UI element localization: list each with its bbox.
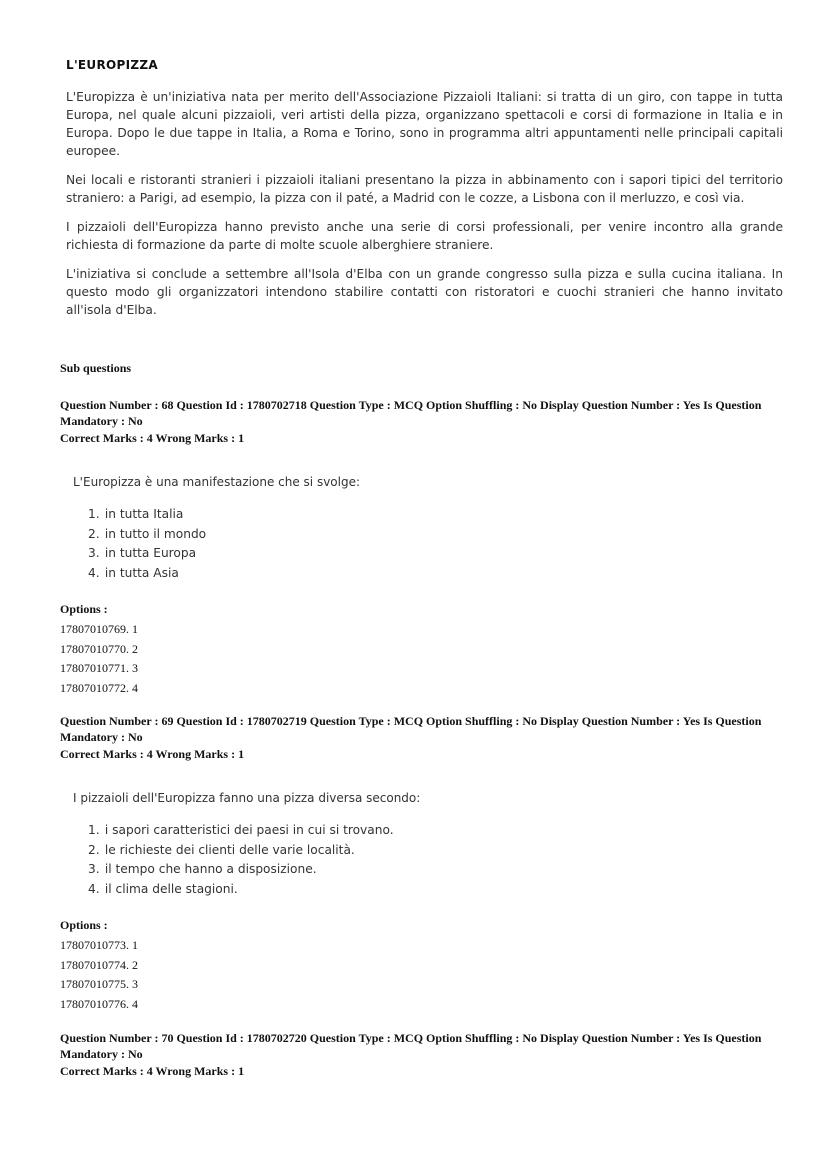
question-stem: I pizzaioli dell'Europizza fanno una pizza diversa secondo:: [73, 791, 421, 805]
question-marks: Correct Marks : 4 Wrong Marks : 1: [60, 747, 245, 761]
options-label: Options :: [60, 918, 108, 932]
option-item: 17807010774. 2: [60, 957, 138, 972]
reading-passage: [66, 58, 783, 330]
passage-paragraph: Nei locali e ristoranti stranieri i pizzaioli italiani presentano la pizza in abbinamento con i sapori tipici del territorio straniero: a Parigi, ad esempio, la pizza con il paté, a Madrid con le cozze, a Lisbona con il merluzzo, e così via.: [66, 173, 783, 205]
answer-choice: 2. in tutto il mondo: [88, 526, 207, 541]
question-meta: Question Number : 69 Question Id : 1780702719 Question Type : MCQ Option Shuffling : No Display Question Number : Yes Is Question Mandatory : No: [60, 714, 762, 744]
options-block-69: [60, 918, 138, 1014]
answer-choice: 1. in tutta Italia: [88, 507, 184, 521]
answer-choice-list: [73, 505, 360, 583]
answer-choice: 4. il clima delle stagioni.: [88, 881, 238, 896]
question-marks: Correct Marks : 4 Wrong Marks : 1: [60, 1064, 245, 1078]
passage-paragraph: I pizzaioli dell'Europizza hanno previsto anche una serie di corsi professionali, per venire incontro alla grande richiesta di formazione da parte di molte scuole alberghiere straniere.: [66, 220, 783, 252]
option-item: 17807010770. 2: [60, 641, 138, 656]
answer-choice: 3. in tutta Europa: [88, 546, 197, 560]
answer-choice-list: [73, 821, 420, 899]
answer-choice: 2. le richieste dei clienti delle varie località.: [88, 842, 355, 857]
question-stem: L'Europizza è una manifestazione che si svolge:: [73, 475, 361, 489]
question-header-69: [60, 713, 770, 762]
passage-paragraph: L'iniziativa si conclude a settembre all'Isola d'Elba con un grande congresso sulla pizza e sulla cucina italiana. In questo modo gli organizzatori intendono stabilire contatti con ristoratori e cuochi stranieri che hanno invitato all'isola d'Elba.: [66, 267, 783, 317]
question-body-69: [73, 791, 420, 899]
question-body-68: [73, 475, 360, 583]
passage-paragraph: L'Europizza è un'iniziativa nata per merito dell'Associazione Pizzaioli Italiani: si tratta di un giro, con tappe in tutta Europa, nel quale alcuni pizzaioli, veri artisti della pizza, organizzano spettacoli e corsi di formazione in Italia e in Europa. Dopo le due tappe in Italia, a Roma e Torino, sono in programma altri appuntamenti nelle principali capitali europee.: [66, 90, 783, 158]
question-header-70: [60, 1030, 770, 1079]
option-item: 17807010771. 3: [60, 661, 138, 675]
option-item: 17807010772. 4: [60, 680, 138, 695]
option-item: 17807010775. 3: [60, 977, 138, 991]
answer-choice: 3. il tempo che hanno a disposizione.: [88, 862, 317, 876]
sub-questions-label: Sub questions: [60, 361, 132, 375]
question-meta: Question Number : 70 Question Id : 1780702720 Question Type : MCQ Option Shuffling : No Display Question Number : Yes Is Question Mandatory : No: [60, 1031, 762, 1061]
passage-title: L'EUROPIZZA: [66, 58, 158, 72]
answer-choice: 4. in tutta Asia: [88, 565, 179, 580]
option-item: 17807010769. 1: [60, 622, 138, 636]
question-marks: Correct Marks : 4 Wrong Marks : 1: [60, 431, 245, 445]
options-block-68: [60, 602, 138, 698]
question-header-68: [60, 397, 770, 446]
option-item: 17807010773. 1: [60, 938, 138, 952]
option-item: 17807010776. 4: [60, 996, 138, 1011]
options-label: Options :: [60, 602, 108, 616]
question-meta: Question Number : 68 Question Id : 1780702718 Question Type : MCQ Option Shuffling : No Display Question Number : Yes Is Question Mandatory : No: [60, 398, 762, 428]
answer-choice: 1. i sapori caratteristici dei paesi in cui si trovano.: [88, 823, 394, 837]
